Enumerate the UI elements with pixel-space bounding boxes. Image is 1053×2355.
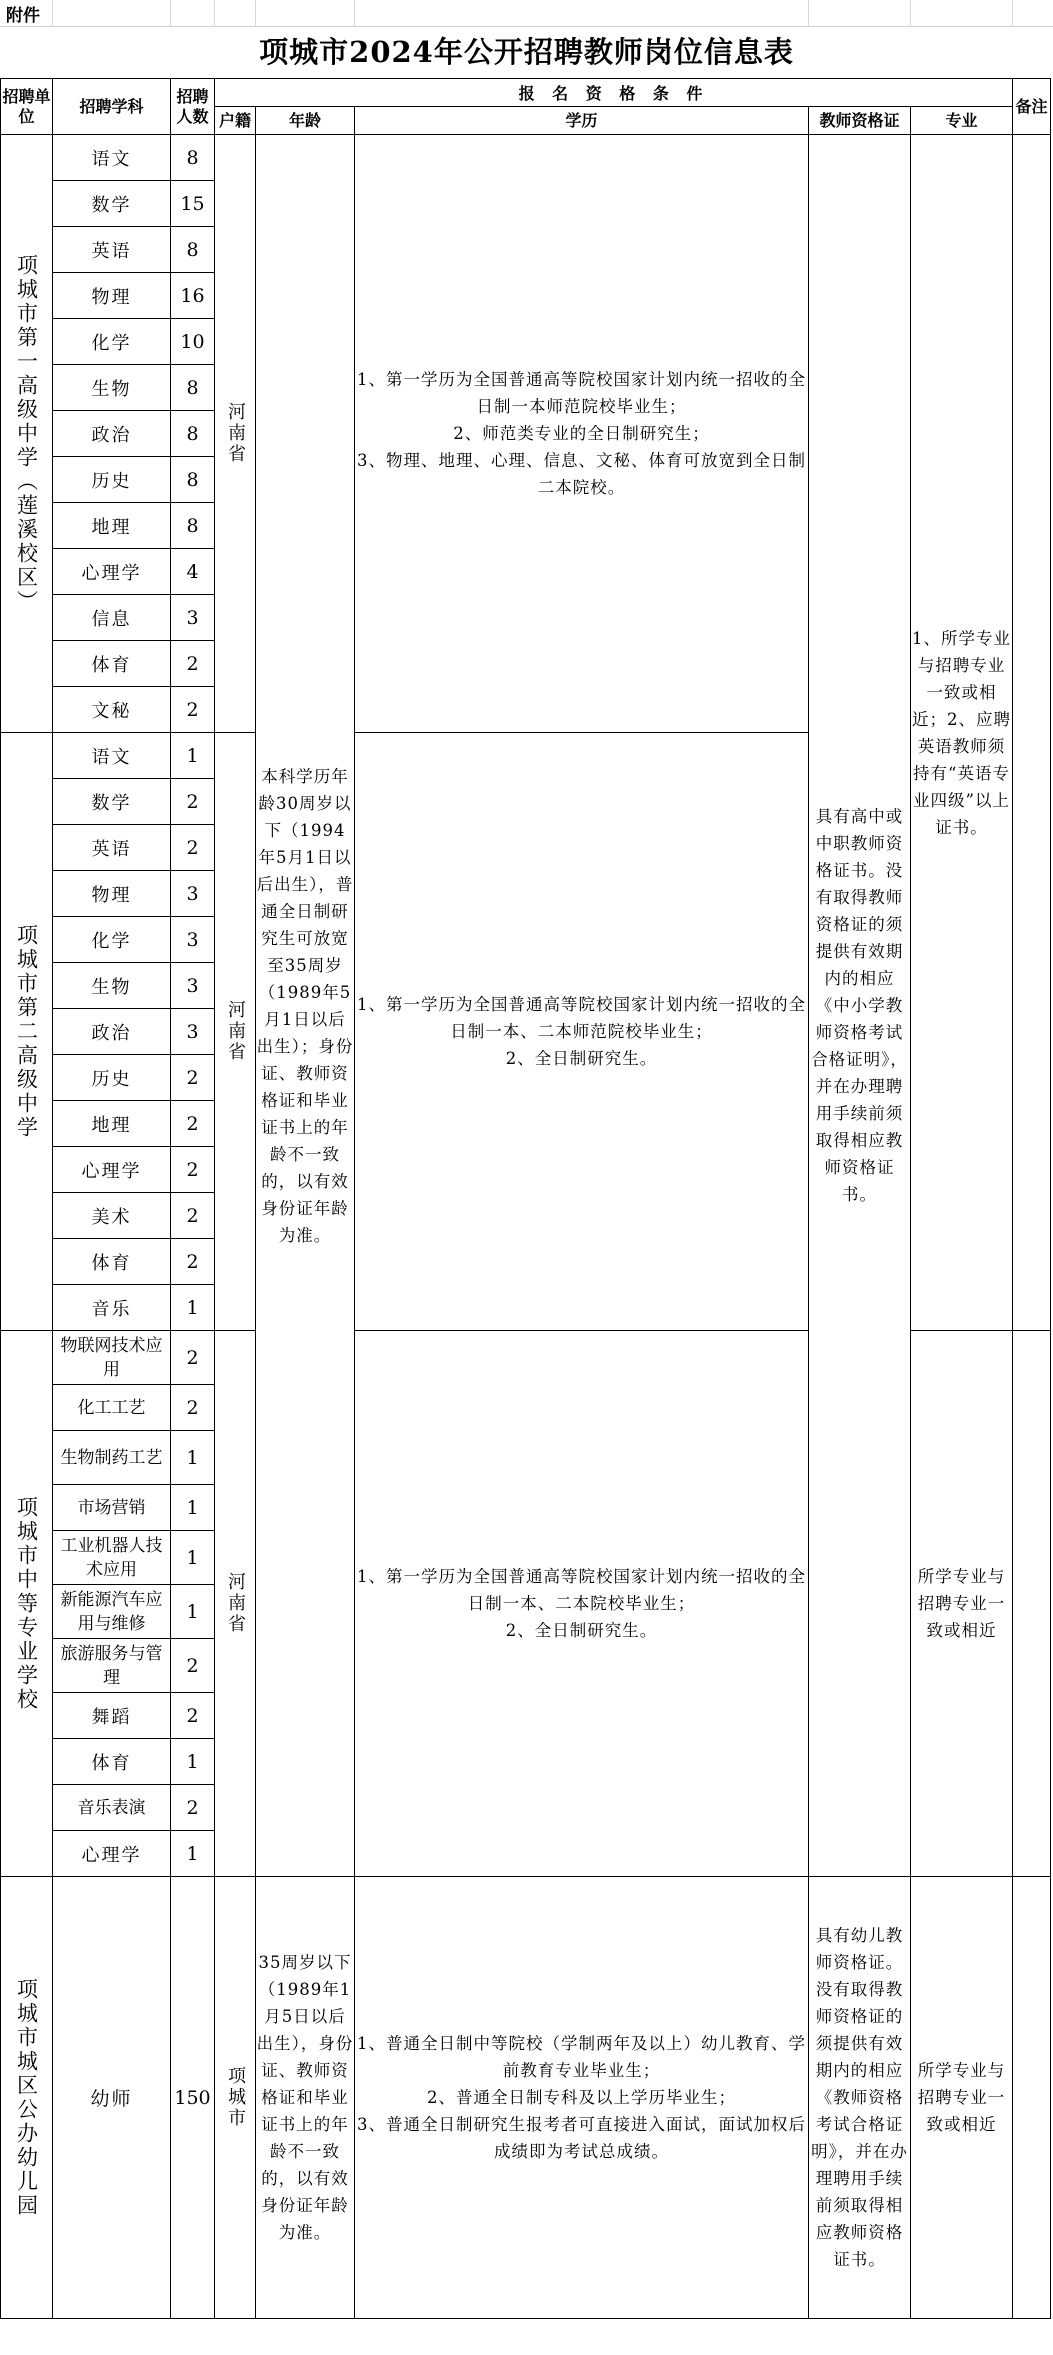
count-cell: 8 xyxy=(171,503,215,549)
subject-cell: 政治 xyxy=(53,411,171,457)
page-title: 项城市2024年公开招聘教师岗位信息表 xyxy=(259,35,794,69)
subject-cell: 物理 xyxy=(53,871,171,917)
subject-cell: 舞蹈 xyxy=(53,1693,171,1739)
count-cell: 1 xyxy=(171,1431,215,1485)
count-cell: 1 xyxy=(171,1531,215,1585)
education-cell: 1、第一学历为全国普通高等院校国家计划内统一招收的全日制一本、二本院校毕业生； 2、全日制研究生。 xyxy=(355,1331,809,1877)
unit-name-cell xyxy=(1,733,53,1331)
subject-cell: 市场营销 xyxy=(53,1485,171,1531)
subject-cell: 历史 xyxy=(53,457,171,503)
header-major: 专业 xyxy=(911,107,1013,135)
count-cell: 150 xyxy=(171,1877,215,2319)
count-cell: 2 xyxy=(171,1693,215,1739)
count-cell: 2 xyxy=(171,1331,215,1385)
count-cell: 2 xyxy=(171,1193,215,1239)
hukou-text: 项城市 xyxy=(225,2066,246,2129)
age-kindergarten-cell: 35周岁以下（1989年1月5日以后出生），身份证、教师资格证和毕业证书上的年龄不一致的，以有效身份证年龄为准。 xyxy=(256,1877,355,2319)
unit-name-cell xyxy=(1,1331,53,1877)
header-unit: 招聘单位 xyxy=(1,79,53,135)
subject-cell: 新能源汽车应用与维修 xyxy=(53,1585,171,1639)
subject-cell: 心理学 xyxy=(53,1831,171,1877)
unit-name: 项城市城区公办幼儿园 xyxy=(14,1977,39,2218)
count-cell: 3 xyxy=(171,917,215,963)
count-cell: 2 xyxy=(171,1101,215,1147)
header-age: 年龄 xyxy=(256,107,355,135)
count-cell: 2 xyxy=(171,1639,215,1693)
spreadsheet-top-row xyxy=(0,0,1053,27)
hukou-text: 河南省 xyxy=(225,1000,246,1063)
education-cell: 1、普通全日制中等院校（学制两年及以上）幼儿教育、学前教育专业毕业生； 2、普通全日制专科及以上学历毕业生； 3、普通全日制研究生报考者可直接进入面试，面试加权后成绩即为考试总成绩。 xyxy=(355,1877,809,2319)
subject-cell: 物联网技术应用 xyxy=(53,1331,171,1385)
count-cell: 3 xyxy=(171,963,215,1009)
subject-cell: 音乐表演 xyxy=(53,1785,171,1831)
count-cell: 8 xyxy=(171,135,215,181)
count-cell: 10 xyxy=(171,319,215,365)
major-kindergarten-cell: 所学专业与招聘专业一致或相近 xyxy=(911,1877,1013,2319)
hukou-text: 河南省 xyxy=(225,402,246,465)
count-cell: 2 xyxy=(171,1147,215,1193)
hukou-cell xyxy=(215,1331,256,1877)
header-hukou: 户籍 xyxy=(215,107,256,135)
unit-name-cell xyxy=(1,1877,53,2319)
recruitment-table xyxy=(0,78,1051,2319)
count-cell: 1 xyxy=(171,733,215,779)
count-cell: 1 xyxy=(171,1739,215,1785)
certificate-kindergarten-cell: 具有幼儿教师资格证。没有取得教师资格证的须提供有效期内的相应《教师资格考试合格证明》，并在办理聘用手续前须取得相应教师资格证书。 xyxy=(809,1877,911,2319)
unit-name-cell xyxy=(1,135,53,733)
unit-name: 项城市第一高级中学（莲溪校区） xyxy=(14,253,39,614)
subject-cell: 生物 xyxy=(53,963,171,1009)
count-cell: 4 xyxy=(171,549,215,595)
certificate-shared-cell: 具有高中或中职教师资格证书。没有取得教师资格证的须提供有效期内的相应《中小学教师资格考试合格证明》，并在办理聘用手续前须取得相应教师资格证书。 xyxy=(809,135,911,1877)
hukou-cell xyxy=(215,135,256,733)
count-cell: 2 xyxy=(171,1239,215,1285)
count-cell: 2 xyxy=(171,779,215,825)
count-cell: 16 xyxy=(171,273,215,319)
subject-cell: 信息 xyxy=(53,595,171,641)
subject-cell: 旅游服务与管理 xyxy=(53,1639,171,1693)
subject-cell: 音乐 xyxy=(53,1285,171,1331)
table-row xyxy=(1,135,1051,181)
hukou-text: 河南省 xyxy=(225,1572,246,1635)
remark-cell xyxy=(1013,1331,1051,1877)
count-cell: 2 xyxy=(171,641,215,687)
education-cell: 1、第一学历为全国普通高等院校国家计划内统一招收的全日制一本、二本师范院校毕业生； 2、全日制研究生。 xyxy=(355,733,809,1331)
header-conditions: 报 名 资 格 条 件 xyxy=(215,79,1013,107)
subject-cell: 心理学 xyxy=(53,549,171,595)
major-shared-cell: 1、所学专业与招聘专业一致或相近；2、应聘英语教师须持有“英语专业四级”以上证书。 xyxy=(911,135,1013,1331)
education-cell: 1、第一学历为全国普通高等院校国家计划内统一招收的全日制一本师范院校毕业生； 2、师范类专业的全日制研究生； 3、物理、地理、心理、信息、文秘、体育可放宽到全日制二本院校。 xyxy=(355,135,809,733)
unit-name: 项城市中等专业学校 xyxy=(14,1495,39,1712)
subject-cell: 英语 xyxy=(53,227,171,273)
subject-cell: 体育 xyxy=(53,641,171,687)
remark-cell xyxy=(1013,135,1051,1331)
subject-cell: 生物制药工艺 xyxy=(53,1431,171,1485)
remark-cell xyxy=(1013,1877,1051,2319)
subject-cell: 物理 xyxy=(53,273,171,319)
header-education: 学历 xyxy=(355,107,809,135)
count-cell: 3 xyxy=(171,595,215,641)
header-certificate: 教师资格证 xyxy=(809,107,911,135)
count-cell: 3 xyxy=(171,1009,215,1055)
subject-cell: 化学 xyxy=(53,917,171,963)
count-cell: 2 xyxy=(171,1055,215,1101)
count-cell: 1 xyxy=(171,1285,215,1331)
subject-cell: 体育 xyxy=(53,1239,171,1285)
unit-name: 项城市第二高级中学 xyxy=(14,923,39,1140)
hukou-cell xyxy=(215,733,256,1331)
age-shared-cell: 本科学历年龄30周岁以下（1994年5月1日以后出生），普通全日制研究生可放宽至35周岁（1989年5月1日以后出生）；身份证、教师资格证和毕业证书上的年龄不一致的，以有效身份证年龄为准。 xyxy=(256,135,355,1877)
subject-cell: 文秘 xyxy=(53,687,171,733)
table-row xyxy=(1,1877,1051,2319)
subject-cell: 化学 xyxy=(53,319,171,365)
count-cell: 1 xyxy=(171,1585,215,1639)
count-cell: 8 xyxy=(171,411,215,457)
annex-label: 附件 xyxy=(6,6,40,26)
subject-cell: 工业机器人技术应用 xyxy=(53,1531,171,1585)
header-count: 招聘人数 xyxy=(171,79,215,135)
count-cell: 2 xyxy=(171,687,215,733)
subject-cell: 心理学 xyxy=(53,1147,171,1193)
subject-cell: 数学 xyxy=(53,181,171,227)
subject-cell: 政治 xyxy=(53,1009,171,1055)
subject-cell: 美术 xyxy=(53,1193,171,1239)
subject-cell: 体育 xyxy=(53,1739,171,1785)
subject-cell: 英语 xyxy=(53,825,171,871)
count-cell: 8 xyxy=(171,365,215,411)
count-cell: 2 xyxy=(171,1785,215,1831)
subject-cell: 历史 xyxy=(53,1055,171,1101)
count-cell: 2 xyxy=(171,1385,215,1431)
count-cell: 1 xyxy=(171,1485,215,1531)
count-cell: 2 xyxy=(171,825,215,871)
subject-cell: 幼师 xyxy=(53,1877,171,2319)
count-cell: 15 xyxy=(171,181,215,227)
count-cell: 1 xyxy=(171,1831,215,1877)
header-subject: 招聘学科 xyxy=(53,79,171,135)
count-cell: 3 xyxy=(171,871,215,917)
subject-cell: 地理 xyxy=(53,1101,171,1147)
hukou-cell xyxy=(215,1877,256,2319)
count-cell: 8 xyxy=(171,227,215,273)
subject-cell: 数学 xyxy=(53,779,171,825)
subject-cell: 地理 xyxy=(53,503,171,549)
subject-cell: 语文 xyxy=(53,733,171,779)
major-cell: 所学专业与招聘专业一致或相近 xyxy=(911,1331,1013,1877)
subject-cell: 生物 xyxy=(53,365,171,411)
header-remark: 备注 xyxy=(1013,79,1051,135)
subject-cell: 语文 xyxy=(53,135,171,181)
subject-cell: 化工工艺 xyxy=(53,1385,171,1431)
count-cell: 8 xyxy=(171,457,215,503)
